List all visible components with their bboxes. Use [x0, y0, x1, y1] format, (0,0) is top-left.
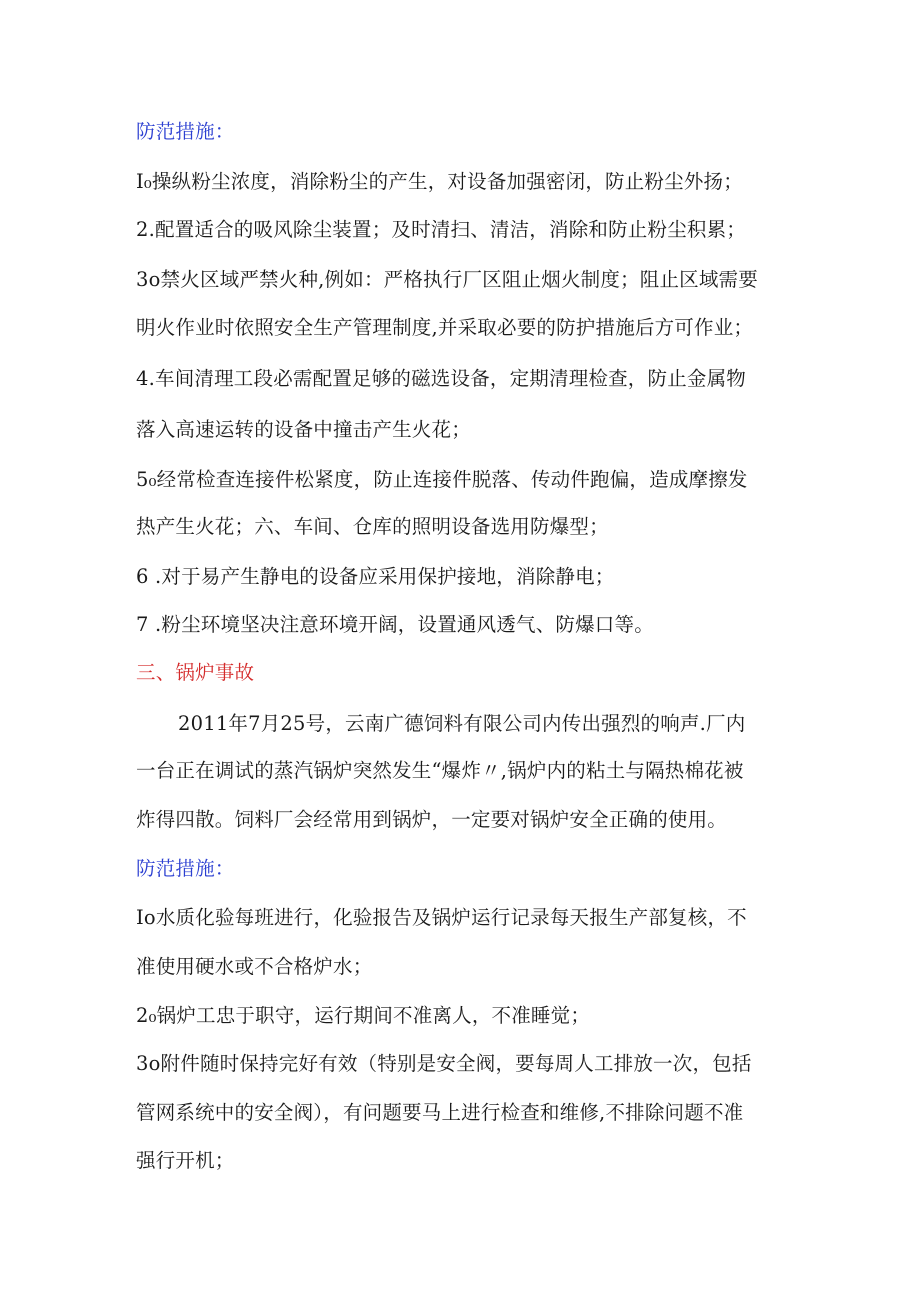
list-item: 7 .粉尘环境坚决注意环境开阔，设置通风透气、防爆口等。: [136, 613, 654, 636]
paragraph-line: 炸得四散。饲料厂会经常用到锅炉，一定要对锅炉安全正确的使用。: [136, 808, 728, 831]
section-heading-prevention-2: 防范措施：: [136, 857, 235, 880]
list-item: 准使用硬水或不合格炉水；: [136, 955, 373, 978]
list-item: 2₀锅炉工忠于职守，运行期间不准离人，不准睡觉；: [136, 1004, 591, 1027]
section-heading-prevention: 防范措施：: [136, 120, 235, 143]
list-item: Io水质化验每班进行，化验报告及锅炉运行记录每天报生产部复核，不: [136, 906, 747, 929]
list-item: 热产生火花；六、车间、仓库的照明设备选用防爆型；: [136, 515, 609, 538]
list-item: 3o禁火区域严禁火种,例如：严格执行厂区阻止烟火制度；阻止区域需要: [136, 268, 758, 291]
paragraph-line: 一台正在调试的蒸汽锅炉突然发生“爆炸〃,锅炉内的粘土与隔热棉花被: [136, 759, 744, 782]
list-item: 2.配置适合的吸风除尘装置；及时清扫、清洁，消除和防止粉尘积累；: [136, 218, 747, 241]
list-item: 管网系统中的安全阀），有问题要马上进行检查和维修,不排除问题不准: [136, 1101, 744, 1124]
section-heading-boiler-accident: 三、锅炉事故: [136, 661, 255, 684]
list-item: 5₀经常检查连接件松紧度，防止连接件脱落、传动件跑偏，造成摩擦发: [136, 468, 748, 491]
list-item: 强行开机；: [136, 1149, 235, 1172]
list-item: 明火作业时依照安全生产管理制度,并采取必要的防护措施后方可作业；: [136, 316, 754, 339]
list-item: 6 .对于易产生静电的设备应采用保护接地，消除静电；: [136, 565, 615, 588]
paragraph-line: 2011年7月25号，云南广德饲料有限公司内传出强烈的响声.厂内: [178, 712, 746, 735]
list-item: 4.车间清理工段必需配置足够的磁选设备，定期清理检查，防止金属物: [136, 367, 747, 390]
list-item: I₀操纵粉尘浓度，消除粉尘的产生，对设备加强密闭，防止粉尘外扬；: [136, 170, 743, 193]
list-item: 3o附件随时保持完好有效（特别是安全阀，要每周人工排放一次，包括: [136, 1052, 752, 1075]
list-item: 落入高速运转的设备中撞击产生火花；: [136, 418, 471, 441]
